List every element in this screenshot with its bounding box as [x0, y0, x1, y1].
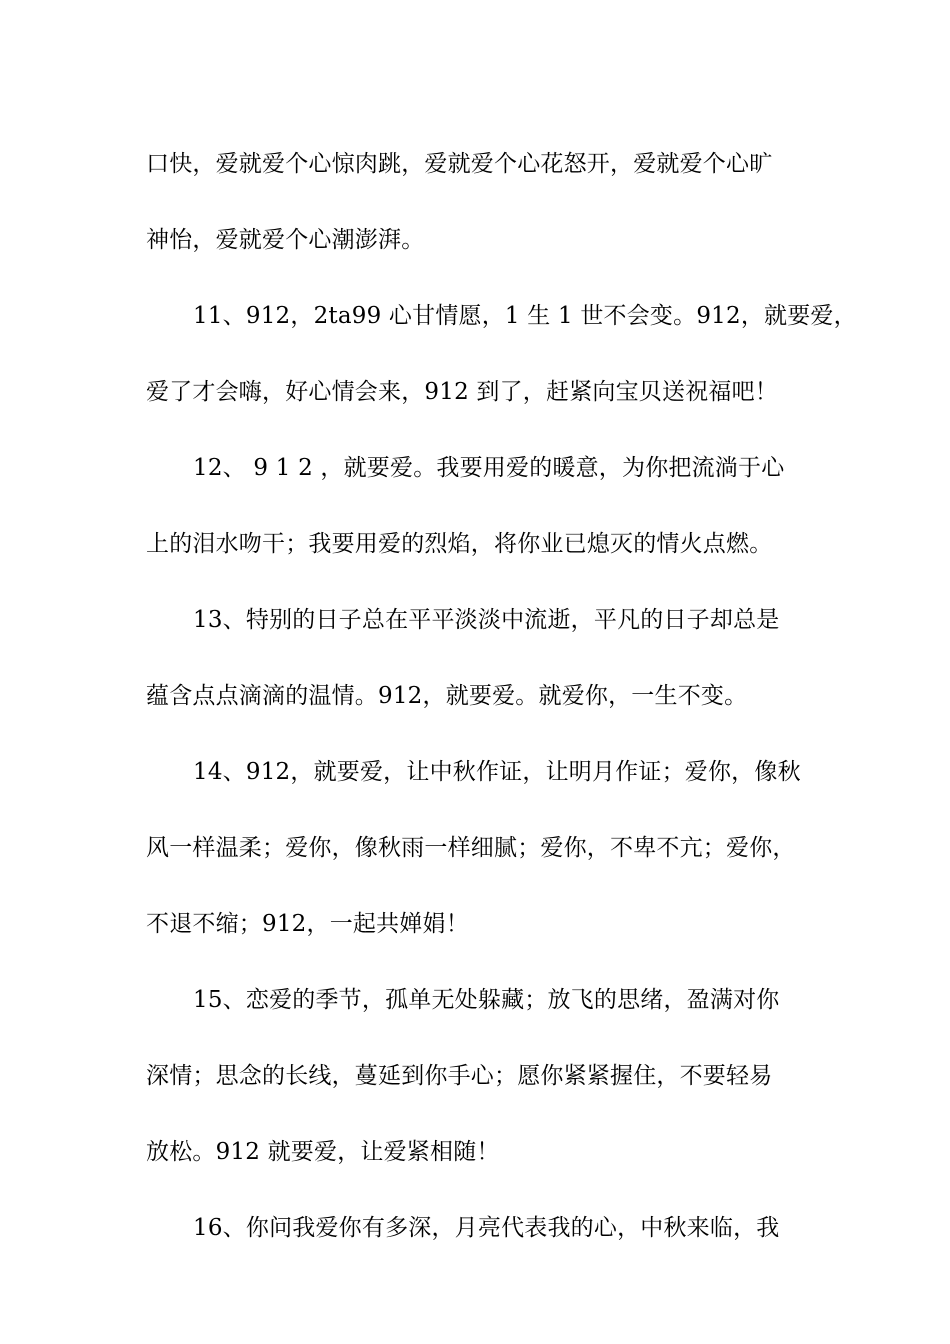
paragraph-15 [146, 962, 826, 1190]
text-line: 11、912，2ta99 心甘情愿，1 生 1 世不会变。912，就要爱， [193, 303, 857, 329]
text-line: 上的泪水吻干；我要用爱的烈焰，将你业已熄灭的情火点燃。 [146, 531, 773, 557]
text-line: 放松。912 就要爱，让爱紧相随！ [146, 1139, 500, 1165]
text-line: 风一样温柔；爱你，像秋雨一样细腻；爱你，不卑不亢；爱你， [146, 835, 796, 861]
text-line: 深情；思念的长线，蔓延到你手心；愿你紧紧握住，不要轻易 [146, 1063, 773, 1089]
paragraph-continuation [146, 126, 826, 278]
text-line: 13、特别的日子总在平平淡淡中流逝，平凡的日子却总是 [193, 607, 780, 633]
text-line: 15、恋爱的季节，孤单无处躲藏；放飞的思绪，盈满对你 [193, 987, 780, 1013]
text-line: 神怡，爱就爱个心潮澎湃。 [146, 227, 425, 253]
paragraph-11 [146, 278, 857, 430]
paragraph-13 [146, 582, 826, 734]
text-line: 不退不缩；912，一起共婵娟！ [146, 911, 469, 937]
text-line: 口快，爱就爱个心惊肉跳，爱就爱个心花怒开，爱就爱个心旷 [146, 151, 773, 177]
paragraph-14 [146, 734, 826, 962]
text-line: 12、 9 1 2 ，就要爱。我要用爱的暖意，为你把流淌于心 [193, 455, 785, 481]
text-line: 爱了才会嗨，好心情会来，912 到了，赶紧向宝贝送祝福吧！ [146, 379, 779, 405]
text-line: 14、912，就要爱，让中秋作证，让明月作证；爱你，像秋 [193, 759, 801, 785]
text-line: 16、你问我爱你有多深，月亮代表我的心，中秋来临，我 [193, 1215, 780, 1241]
paragraph-16 [146, 1190, 826, 1266]
document-body [146, 126, 857, 1266]
text-line: 蕴含点点滴滴的温情。912，就要爱。就爱你，一生不变。 [146, 683, 748, 709]
paragraph-12 [146, 430, 826, 582]
